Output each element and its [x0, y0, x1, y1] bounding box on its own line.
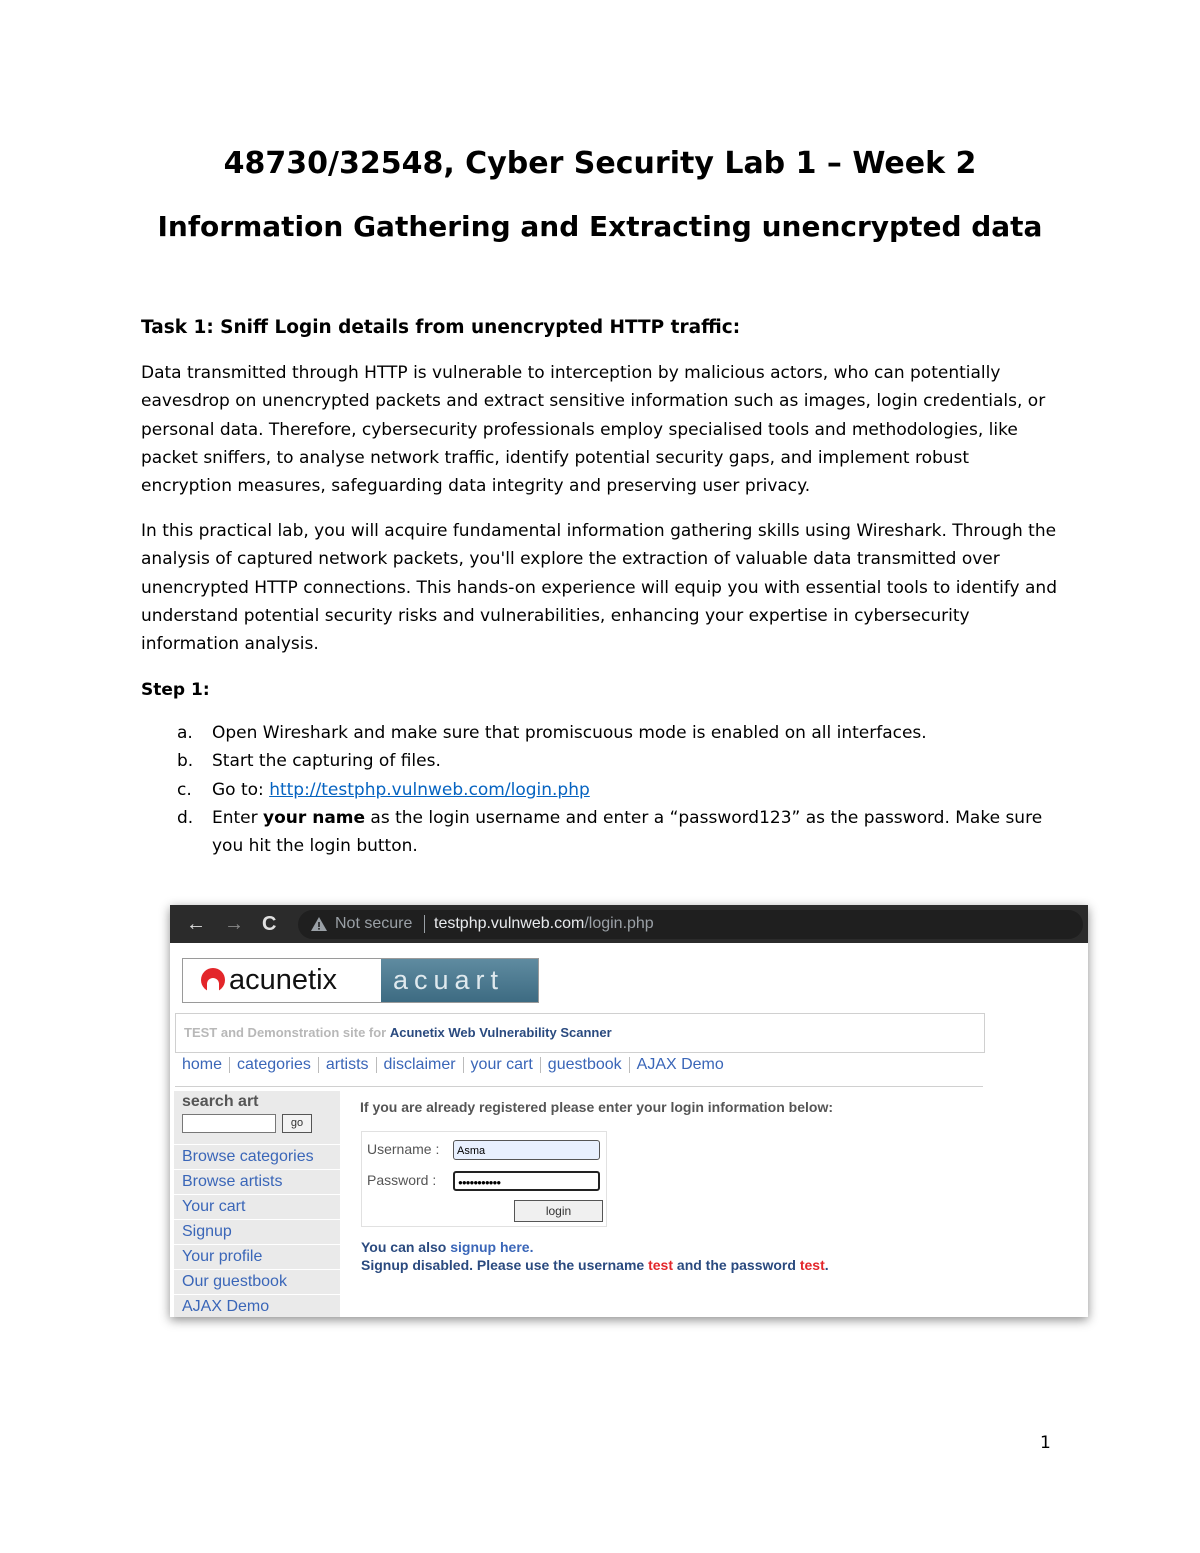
nav-ajax-demo[interactable]: AJAX Demo: [636, 1056, 724, 1073]
document-subtitle: Information Gathering and Extracting unencrypted data: [157, 210, 1043, 243]
step-text: Open Wireshark and make sure that promiscuous mode is enabled on all interfaces.: [212, 723, 927, 743]
step-item-a: [141, 719, 1071, 747]
sidebar-item-signup[interactable]: Signup: [174, 1219, 340, 1243]
search-art-title: search art: [182, 1093, 259, 1110]
sidebar-item-our-guestbook[interactable]: Our guestbook: [174, 1269, 340, 1293]
sidebar-item-browse-artists[interactable]: Browse artists: [174, 1169, 340, 1193]
step-marker: c.: [177, 779, 192, 800]
nav-your-cart[interactable]: your cart: [470, 1056, 533, 1073]
step-emphasis: your name: [263, 807, 366, 828]
login-intro-text: If you are already registered please enter your login information below:: [360, 1099, 834, 1115]
acunetix-logo: [183, 959, 381, 1002]
not-secure-label: Not secure: [335, 915, 413, 932]
nav-divider: [229, 1057, 230, 1073]
note-text: and the password: [673, 1257, 800, 1273]
password-input[interactable]: ●●●●●●●●●●●: [453, 1171, 600, 1191]
step-marker: b.: [177, 751, 194, 772]
sidebar-item-your-cart[interactable]: Your cart: [174, 1194, 340, 1218]
test-password: test: [799, 1257, 825, 1273]
acuart-logo-text: acuart: [393, 965, 505, 995]
step-text: Enter: [212, 807, 264, 828]
url-path: /login.php: [584, 915, 654, 932]
nav-guestbook[interactable]: guestbook: [547, 1056, 622, 1073]
step-item-b: [141, 747, 1071, 775]
search-go-button[interactable]: go: [282, 1114, 312, 1133]
nav-disclaimer[interactable]: disclaimer: [383, 1056, 456, 1073]
step-item-d: [141, 804, 1071, 861]
site-tagline-box: [175, 1013, 985, 1053]
forward-arrow-icon[interactable]: →: [224, 913, 244, 935]
lab-paragraph: In this practical lab, you will acquire fundamental information gathering skills using Wireshark. Through the analysis of captured network packets, you'll explore the extraction of valuable data transmitted over unencrypted HTTP connections. This hands-on experience will equip you with essential tools to identify and understand potential security risks and vulnerabilities, enhancing your expertise in cybersecurity information analysis.: [141, 521, 1057, 655]
sidebar-item-ajax-demo[interactable]: AJAX Demo: [174, 1294, 340, 1317]
menu-divider-line: [175, 1086, 983, 1087]
login-url-link[interactable]: http://testphp.vulnweb.com/login.php: [269, 779, 590, 800]
step-text: Start the capturing of files.: [212, 751, 441, 772]
note-text: .: [824, 1257, 829, 1273]
acuart-logo: [381, 959, 538, 1002]
step-marker: a.: [177, 723, 193, 743]
browser-screenshot: [170, 905, 1088, 1317]
signup-note: [361, 1239, 533, 1255]
step-text: as the login username and enter a “password123” as the password. Make sure you hit the login button.: [212, 807, 1043, 857]
nav-divider: [318, 1057, 319, 1073]
username-input[interactable]: Asma: [453, 1140, 600, 1160]
site-sidebar: [174, 1091, 340, 1317]
nav-divider: [463, 1057, 464, 1073]
acunetix-mark-icon: [201, 968, 225, 992]
nav-artists[interactable]: artists: [325, 1056, 369, 1073]
site-nav-menu: [182, 1053, 724, 1077]
username-label: Username :: [367, 1141, 440, 1157]
nav-divider: [376, 1057, 377, 1073]
signup-disabled-note: [361, 1257, 829, 1273]
note-text: Signup disabled. Please use the username: [361, 1257, 649, 1273]
search-art-input[interactable]: [182, 1114, 276, 1133]
sidebar-item-browse-categories[interactable]: Browse categories: [174, 1144, 340, 1168]
test-username: test: [648, 1257, 674, 1273]
step-text: Go to:: [212, 779, 270, 800]
sidebar-item-your-profile[interactable]: Your profile: [174, 1244, 340, 1268]
nav-divider: [540, 1057, 541, 1073]
warning-icon: [310, 915, 328, 933]
intro-paragraph: Data transmitted through HTTP is vulnerable to interception by malicious actors, who can potentially eavesdrop on unencrypted packets and extract sensitive information such as images, login credentials, or personal data. Therefore, cybersecurity professionals employ specialised tools and methodologies, like packet sniffers, to analyse network traffic, identify potential security gaps, and implement robust encryption measures, safeguarding data integrity and preserving user privacy.: [141, 363, 1046, 497]
password-label: Password :: [367, 1172, 437, 1188]
url-text[interactable]: [434, 905, 654, 943]
address-bar[interactable]: [298, 910, 1083, 939]
signup-link[interactable]: signup here.: [450, 1239, 534, 1255]
tagline-prefix: TEST and Demonstration site for: [184, 1025, 390, 1040]
acunetix-logo-text: acunetix: [229, 964, 338, 996]
task-heading: Task 1: Sniff Login details from unencrypted HTTP traffic:: [141, 317, 741, 338]
nav-home[interactable]: home: [182, 1056, 223, 1073]
site-tagline: [184, 1014, 612, 1052]
document-title: 48730/32548, Cyber Security Lab 1 – Week 2: [223, 146, 977, 181]
step-heading: Step 1:: [141, 680, 210, 700]
nav-categories[interactable]: categories: [237, 1056, 311, 1073]
step-marker: d.: [177, 807, 194, 828]
tagline-product: Acunetix Web Vulnerability Scanner: [389, 1025, 612, 1040]
step-list: [141, 719, 1071, 860]
browser-toolbar: [170, 905, 1088, 943]
url-divider: [424, 915, 425, 933]
site-logo[interactable]: [182, 958, 539, 1003]
reload-icon[interactable]: C: [262, 913, 277, 935]
back-arrow-icon[interactable]: ←: [186, 913, 206, 935]
page-number: 1: [1040, 1433, 1051, 1453]
nav-divider: [629, 1057, 630, 1073]
url-host: testphp.vulnweb.com: [434, 915, 585, 932]
login-button[interactable]: login: [514, 1200, 603, 1222]
signup-note-prefix: You can also: [361, 1239, 451, 1255]
login-form: [361, 1131, 607, 1227]
step-item-c: [141, 776, 1071, 804]
